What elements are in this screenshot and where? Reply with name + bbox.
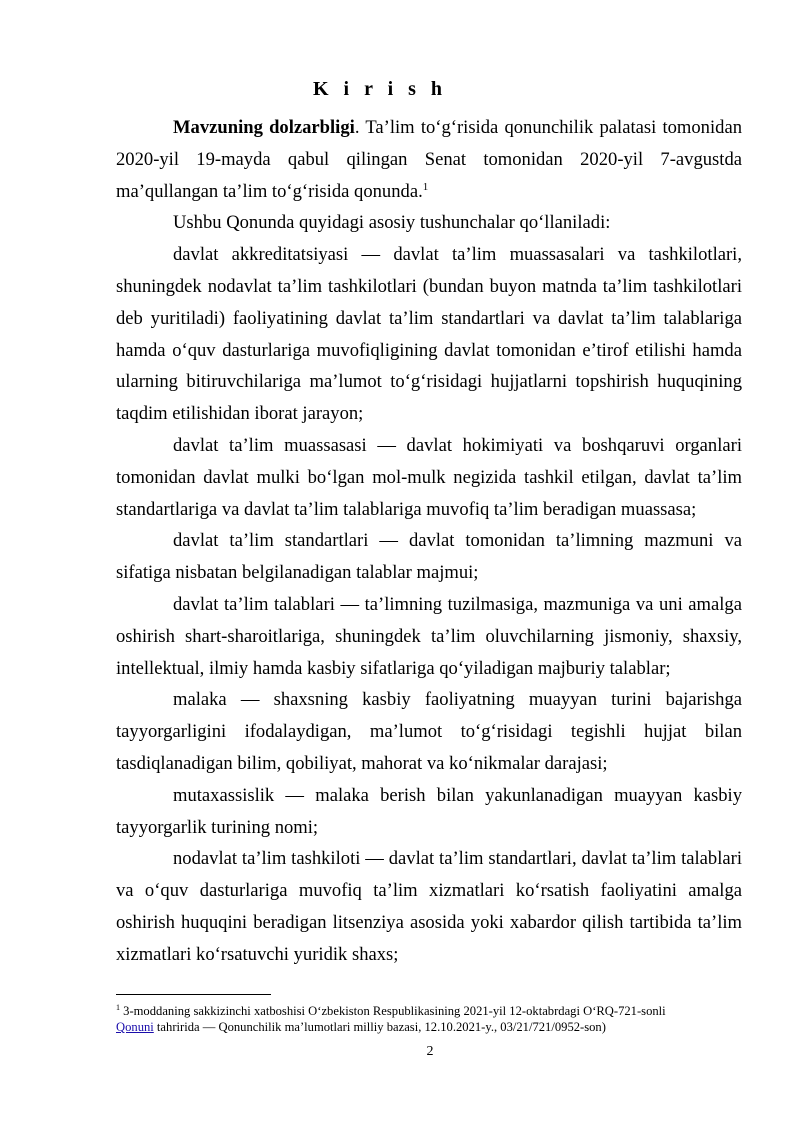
paragraph-concepts-intro: Ushbu Qonunda quyidagi asosiy tushunchalar qo‘llaniladi: [173, 212, 611, 234]
footnote-marker: 1 [116, 1002, 120, 1012]
page-number: 2 [426, 1044, 434, 1059]
footnote [116, 1003, 696, 1035]
footnote-law-link[interactable]: Qonuni [116, 1020, 154, 1034]
paragraph-davlat-talim-talablari: davlat ta’lim talablari — ta’limning tuzilmasiga, mazmuniga va uni amalga oshirish shart-sharoitlariga, shuningdek ta’lim oluvchilarning jismoniy, shaxsiy, intellektual, ilmiy hamda kasbiy sifatlariga qo‘yiladigan majburiy talablar; [116, 593, 742, 679]
paragraph-davlat-talim-muassasasi: davlat ta’lim muassasasi — davlat hokimiyati va boshqaruvi organlari tomonidan davlat mulki bo‘lgan mol-mulk negizida tashkil etilgan, davlat ta’lim standartlariga va davlat ta’lim talablariga muvofiq ta’lim beradigan muassasa; [116, 434, 742, 520]
paragraph-davlat-talim-standartlari: davlat ta’lim standartlari — davlat tomonidan ta’limning mazmuni va sifatiga nisbatan belgilanadigan talablar majmui; [116, 530, 742, 584]
paragraph-malaka: malaka — shaxsning kasbiy faoliyatning muayyan turini bajarishga tayyorgarligini ifodalaydigan, ma’lumot to‘g‘risidagi tegishli hujjat bilan tasdiqlanadigan bilim, qobiliyat, mahorat va ko‘nikmalar darajasi; [116, 689, 742, 774]
intro-text: . Ta’lim to‘g‘risida qonunchilik palatasi tomonidan 2020-yil 19-mayda qabul qilingan Senat tomonidan 2020-yil 7-avgustda ma’qullangan ta’lim to‘g‘risida qonunda. [116, 117, 742, 202]
intro-lead: Mavzuning dolzarbligi [173, 117, 355, 138]
intro-paragraph [116, 112, 742, 207]
footnote-text-after: tahririda — Qonunchilik ma’lumotlari milliy bazasi, 12.10.2021-y., 03/21/721/0952-son) [153, 1020, 606, 1034]
paragraph-nodavlat-talim-tashkiloti: nodavlat ta’lim tashkiloti — davlat ta’lim standartlari, davlat ta’lim talablari va o‘quv dasturlariga muvofiq ta’lim xizmatlari ko‘rsatish faoliyatini amalga oshirish huquqini beradigan litsenziya asosida yoki xabardor qilish tartibida ta’lim xizmatlari ko‘rsatuvchi yuridik shaxs; [116, 848, 742, 965]
footnote-separator [116, 994, 271, 995]
page-title: K i r i s h [312, 78, 448, 100]
document-body [116, 112, 742, 971]
footnote-reference[interactable]: 1 [422, 180, 429, 193]
paragraph-mutaxassislik: mutaxassislik — malaka berish bilan yakunlanadigan muayyan kasbiy tayyorgarlik turining nomi; [116, 784, 742, 838]
footnote-text-before: 3-moddaning sakkizinchi xatboshisi O‘zbekiston Respublikasining 2021-yil 12-oktabrdagi O‘RQ-721-sonli [120, 1004, 666, 1018]
paragraph-davlat-akkreditatsiyasi: davlat akkreditatsiyasi — davlat ta’lim muassasalari va tashkilotlari, shuningdek nodavlat ta’lim tashkilotlari (bundan buyon matnda ta’lim tashkilotlari deb yuritiladi) faoliyatining davlat ta’lim standartlari va davlat ta’lim talablariga hamda o‘quv dasturlariga muvofiqligining davlat tomonidan e’tirof etilishi hamda ularning bitiruvchilariga ma’lumot to‘g‘risidagi hujjatlarni topshirish huquqining taqdim etilishidan iborat jarayon; [116, 244, 742, 425]
